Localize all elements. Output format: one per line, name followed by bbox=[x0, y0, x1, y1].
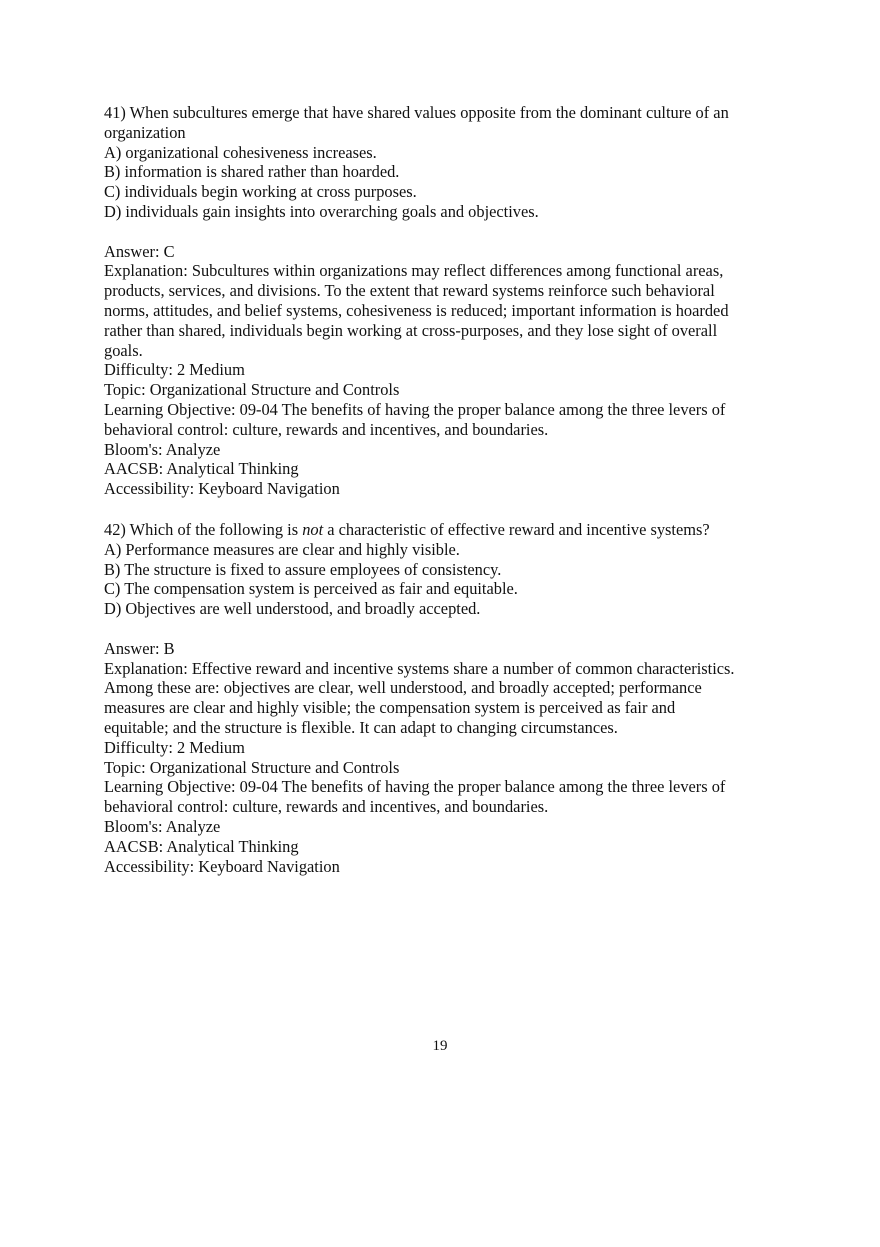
answer: Answer: B bbox=[104, 638, 175, 658]
option-c: C) The compensation system is perceived as fair and equitable. bbox=[104, 579, 518, 599]
question-41 bbox=[104, 103, 804, 499]
learning-objective: behavioral control: culture, rewards and incentives, and boundaries. bbox=[104, 419, 549, 439]
accessibility: Accessibility: Keyboard Navigation bbox=[104, 856, 340, 876]
option-a: A) organizational cohesiveness increases. bbox=[104, 142, 377, 162]
page-number: 19 bbox=[432, 1038, 448, 1054]
aacsb: AACSB: Analytical Thinking bbox=[104, 459, 299, 479]
explanation-line: measures are clear and highly visible; the compensation system is perceived as fair and bbox=[104, 698, 676, 718]
explanation-line: Explanation: Subcultures within organizations may reflect differences among functional areas, bbox=[104, 261, 724, 281]
question-42 bbox=[104, 520, 804, 876]
learning-objective: behavioral control: culture, rewards and incentives, and boundaries. bbox=[104, 797, 549, 817]
explanation-line: norms, attitudes, and belief systems, cohesiveness is reduced; important information is hoarded bbox=[104, 300, 729, 320]
learning-objective: Learning Objective: 09-04 The benefits of having the proper balance among the three levers of bbox=[104, 399, 726, 419]
learning-objective: Learning Objective: 09-04 The benefits of having the proper balance among the three levers of bbox=[104, 777, 726, 797]
aacsb: AACSB: Analytical Thinking bbox=[104, 836, 299, 856]
difficulty: Difficulty: 2 Medium bbox=[104, 737, 245, 757]
option-b: B) information is shared rather than hoarded. bbox=[104, 162, 400, 182]
stem-prefix: 42) Which of the following is bbox=[104, 520, 303, 539]
blooms: Bloom's: Analyze bbox=[104, 439, 221, 459]
explanation-line: goals. bbox=[104, 340, 143, 360]
option-b: B) The structure is fixed to assure employees of consistency. bbox=[104, 559, 502, 579]
option-d: D) Objectives are well understood, and broadly accepted. bbox=[104, 599, 481, 619]
answer: Answer: C bbox=[104, 241, 175, 261]
blooms: Bloom's: Analyze bbox=[104, 816, 221, 836]
question-stem: 41) When subcultures emerge that have shared values opposite from the dominant culture of an bbox=[104, 103, 729, 122]
stem-emphasis: not bbox=[302, 520, 324, 539]
explanation-line: Among these are: objectives are clear, well understood, and broadly accepted; performance bbox=[104, 678, 702, 698]
topic: Topic: Organizational Structure and Controls bbox=[104, 757, 400, 777]
option-a: A) Performance measures are clear and highly visible. bbox=[104, 539, 460, 559]
explanation-line: equitable; and the structure is flexible. It can adapt to changing circumstances. bbox=[104, 717, 618, 737]
topic: Topic: Organizational Structure and Controls bbox=[104, 380, 400, 400]
option-d: D) individuals gain insights into overarching goals and objectives. bbox=[104, 201, 539, 221]
question-stem: organization bbox=[104, 122, 186, 142]
difficulty: Difficulty: 2 Medium bbox=[104, 360, 245, 380]
explanation-line: rather than shared, individuals begin working at cross-purposes, and they lose sight of overall bbox=[104, 320, 718, 340]
option-c: C) individuals begin working at cross purposes. bbox=[104, 182, 417, 202]
explanation-line: products, services, and divisions. To the extent that reward systems reinforce such behavioral bbox=[104, 281, 715, 301]
question-stem bbox=[104, 520, 804, 540]
accessibility: Accessibility: Keyboard Navigation bbox=[104, 479, 340, 499]
stem-suffix: a characteristic of effective reward and incentive systems? bbox=[323, 520, 710, 539]
explanation-line: Explanation: Effective reward and incentive systems share a number of common characteristics. bbox=[104, 658, 735, 678]
